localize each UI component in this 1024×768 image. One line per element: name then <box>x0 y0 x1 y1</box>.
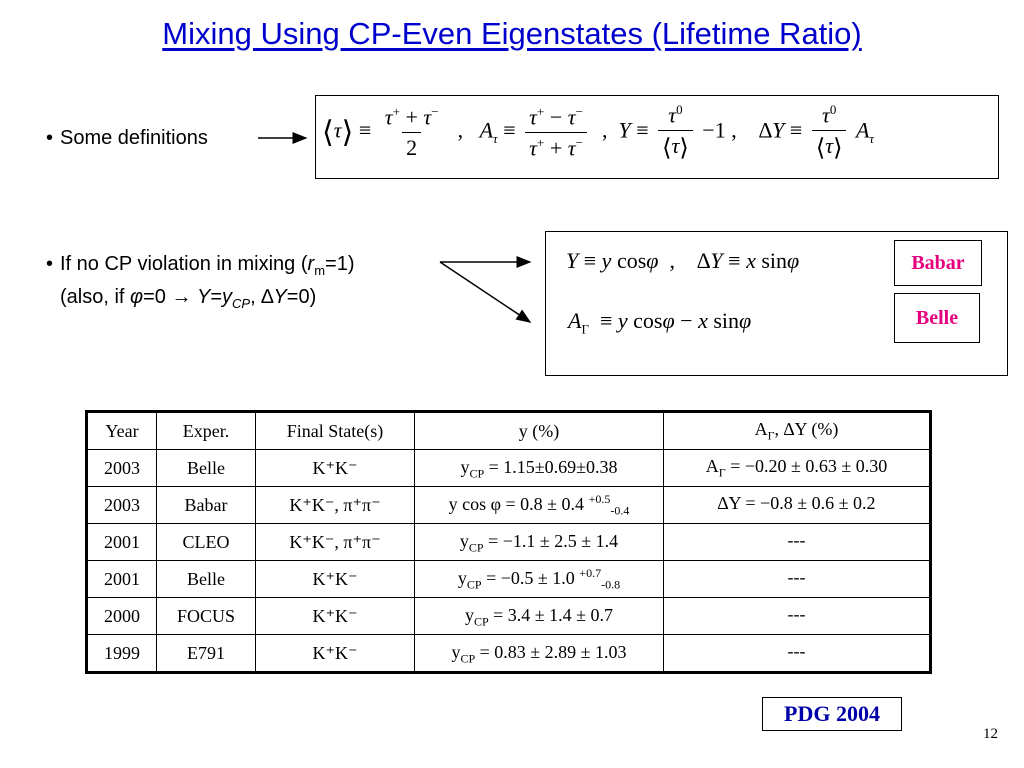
table-row <box>87 598 931 635</box>
cell-y: $y_{CP} = 3.4 \pm 1.4 \pm 0.7$ <box>415 598 664 635</box>
definitions-text: Some definitions <box>60 127 208 149</box>
measurements-table <box>85 410 932 674</box>
cell-a-gamma: --- <box>664 524 931 561</box>
cell-year: 2000 <box>87 598 157 635</box>
cell-experiment: FOCUS <box>157 598 256 635</box>
definitions-equations: ⟨τ⟩ ≡ $\frac{\tau^+ + \tau^-}{2}$ , $A_\tau$ ≡ $\frac{\tau^+ - \tau^-}{\tau^+ + \tau^-}$ , Y ≡ $\frac{\tau^0}{⟨\tau⟩}$ −1 , ∆Y ≡ $\frac{\tau^0}{⟨\tau⟩}$ $A_\tau$ <box>322 102 875 162</box>
header-exper: Exper. <box>157 412 256 450</box>
cell-final-state: K⁺K⁻, π⁺π⁻ <box>256 524 415 561</box>
babar-relation: Y ≡ y cosφ , ∆Y ≡ x sinφ <box>566 248 800 273</box>
header-final-state: Final State(s) <box>256 412 415 450</box>
cell-year: 2001 <box>87 524 157 561</box>
belle-label: Belle <box>894 293 980 343</box>
cell-experiment: Babar <box>157 487 256 524</box>
bullet-dot-icon: • <box>46 253 54 275</box>
cell-year: 2003 <box>87 450 157 487</box>
pdg-2004-label: PDG 2004 <box>762 697 902 731</box>
bullet-dot-icon: • <box>46 127 54 149</box>
arrow-belle-icon <box>440 262 530 322</box>
cell-experiment: CLEO <box>157 524 256 561</box>
header-y: y (%) <box>415 412 664 450</box>
table-row <box>87 635 931 673</box>
cell-y: $y_{CP} = 0.83 \pm 2.89 \pm 1.03$ <box>415 635 664 673</box>
cell-final-state: K⁺K⁻ <box>256 561 415 598</box>
cell-y: y cos φ = 0.8 ± 0.4 $^{+0.5}_{-0.4}$ <box>415 487 664 524</box>
cell-year: 2003 <box>87 487 157 524</box>
cell-y: $y_{CP} = -0.5 \pm 1.0$ $^{+0.7}_{-0.8}$ <box>415 561 664 598</box>
cell-y: $y_{CP} = -1.1 \pm 2.5 \pm 1.4$ <box>415 524 664 561</box>
cell-a-gamma: --- <box>664 635 931 673</box>
cell-experiment: Belle <box>157 561 256 598</box>
bullet-no-cp-violation: • If no CP violation in mixing $(r_m=1)$ (also, if $\varphi=0 \to Y=y_{CP}$, ∆Y=0) <box>46 253 355 311</box>
header-year: Year <box>87 412 157 450</box>
cell-final-state: K⁺K⁻, π⁺π⁻ <box>256 487 415 524</box>
page-title: Mixing Using CP-Even Eigenstates (Lifetime Ratio) <box>162 16 862 51</box>
babar-label: Babar <box>894 240 982 286</box>
table-row <box>87 561 931 598</box>
table-row <box>87 450 931 487</box>
table-row <box>87 487 931 524</box>
cell-a-gamma: --- <box>664 598 931 635</box>
cell-final-state: K⁺K⁻ <box>256 598 415 635</box>
cell-y: $y_{CP} = 1.15\pm 0.69\pm 0.38$ <box>415 450 664 487</box>
cell-a-gamma: ∆Y = −0.8 ± 0.6 ± 0.2 <box>664 487 931 524</box>
cell-a-gamma: --- <box>664 561 931 598</box>
cell-experiment: Belle <box>157 450 256 487</box>
table-header-row <box>87 412 931 450</box>
table-row <box>87 524 931 561</box>
cell-final-state: K⁺K⁻ <box>256 450 415 487</box>
header-a-gamma: $A_\Gamma$, ∆Y (%) <box>664 412 931 450</box>
cell-a-gamma: $A_\Gamma = -0.20 \pm 0.63 \pm 0.30$ <box>664 450 931 487</box>
belle-relation: $A_\Gamma \equiv y$ cosφ − x sinφ <box>568 308 752 337</box>
page-number: 12 <box>983 726 998 742</box>
cell-year: 1999 <box>87 635 157 673</box>
cell-final-state: K⁺K⁻ <box>256 635 415 673</box>
cell-year: 2001 <box>87 561 157 598</box>
cell-experiment: E791 <box>157 635 256 673</box>
